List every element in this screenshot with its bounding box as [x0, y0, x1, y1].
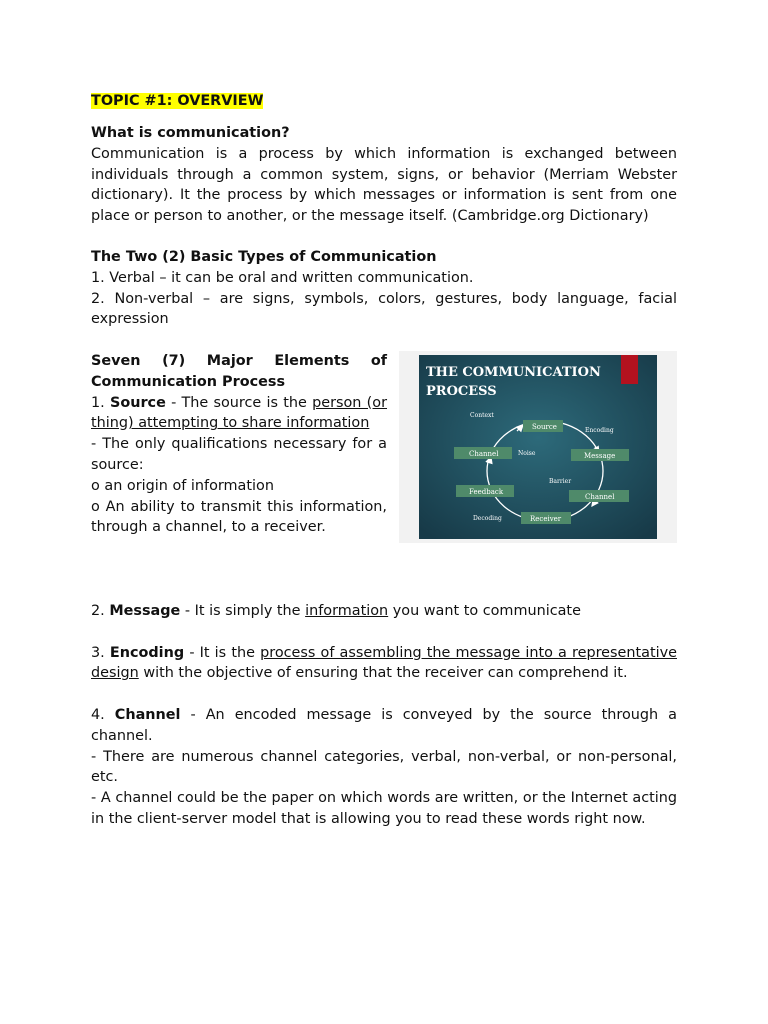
intro-section: [91, 123, 677, 227]
communication-process-diagram: [399, 351, 677, 543]
elements-heading: Seven (7) Major Elements of Communication Process: [91, 353, 387, 390]
type-item-verbal: 1. Verbal – it can be oral and written communication.: [91, 269, 474, 286]
types-section: [91, 247, 677, 330]
intro-heading: What is communication?: [91, 125, 290, 141]
source-qualifications: - The only qualifications necessary for a source:: [91, 436, 387, 473]
label-encoding: Encoding: [585, 427, 614, 434]
types-heading: The Two (2) Basic Types of Communication: [91, 249, 437, 265]
label-decoding: Decoding: [473, 515, 502, 522]
topic-title: TOPIC #1: OVERVIEW: [91, 93, 264, 109]
intro-body: Communication is a process by which information is exchanged between individuals through a common system, signs, or behavior (Merriam Webster dictionary). It the process by which messages or information is sent from one place or person to another, or the message itself. (Cambridge.org Dictionary): [91, 145, 677, 225]
element-encoding: 3. Encoding - It is the process of assembling the message into a representative design with the objective of ensuring that the receiver can comprehend it.: [91, 644, 677, 682]
figure-title-line2: PROCESS: [426, 384, 497, 399]
label-context: Context: [470, 412, 494, 419]
figure-accent-bar: [621, 355, 638, 384]
channel-bullet-2: - A channel could be the paper on which words are written, or the Internet acting in the client-server model that is allowing you to read these words right now.: [91, 790, 677, 827]
svg-text:Message: Message: [584, 452, 616, 460]
svg-text:Source: Source: [532, 423, 557, 431]
svg-text:Receiver: Receiver: [530, 515, 562, 523]
svg-text:Channel: Channel: [585, 493, 615, 501]
source-qual-2: o An ability to transmit this information, through a channel, to a receiver.: [91, 498, 387, 536]
figure-title-line1: THE COMMUNICATION: [426, 365, 601, 380]
elements-continued: [91, 601, 677, 830]
element-channel: 4. Channel - An encoded message is conveyed by the source through a channel.: [91, 706, 677, 744]
element-source: 1. Source - The source is the person (or thing) attempting to share information: [91, 394, 387, 432]
label-barrier: Barrier: [549, 478, 572, 485]
label-noise: Noise: [518, 450, 536, 457]
type-item-nonverbal: 2. Non-verbal – are signs, symbols, colors, gestures, body language, facial expression: [91, 290, 677, 328]
elements-intro: [91, 351, 387, 538]
source-qual-1: o an origin of information: [91, 477, 274, 494]
svg-text:Channel: Channel: [469, 450, 499, 458]
element-message: 2. Message - It is simply the information you want to communicate: [91, 603, 581, 619]
communication-process-figure: [399, 351, 677, 543]
channel-bullet-1: - There are numerous channel categories, verbal, non-verbal, or non-personal, etc.: [91, 748, 677, 786]
svg-text:Feedback: Feedback: [469, 488, 504, 496]
